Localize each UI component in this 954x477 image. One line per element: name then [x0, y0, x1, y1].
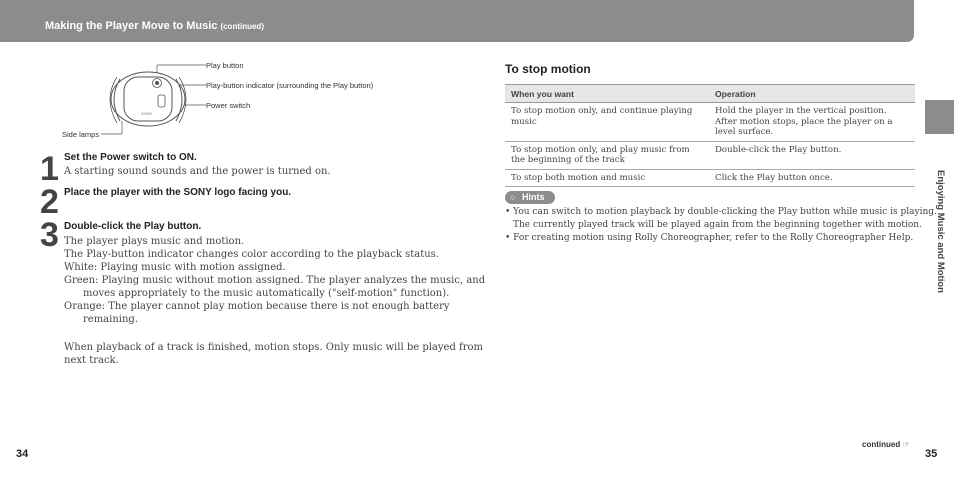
player-illustration — [60, 55, 210, 155]
table-cell-want: To stop motion only, and play music from the beginning of the track — [505, 141, 709, 169]
table-cell-operation: Hold the player in the vertical position. After motion stops, place the player on a level surface. — [709, 103, 915, 142]
bullet-icon: • — [505, 207, 514, 217]
playback-note — [64, 341, 483, 367]
step-number-2: 2 — [40, 183, 59, 221]
table-cell-operation: Double-click the Play button. — [709, 141, 915, 169]
pointing-hand-icon: ☞ — [902, 440, 910, 449]
step-number-3: 3 — [40, 216, 59, 254]
continued-note — [862, 440, 910, 449]
step-number-1: 1 — [40, 150, 59, 188]
step-3-text — [64, 235, 485, 326]
callout-side-lamps: Side lamps — [62, 130, 100, 139]
page-number-left: 34 — [16, 448, 29, 460]
table-cell-operation: Click the Play button once. — [709, 169, 915, 187]
step-3-line: moves appropriately to the music automatically ("self-motion" function). — [83, 288, 450, 299]
table-header-operation: Operation — [709, 85, 915, 103]
playback-note-line: When playback of a track is finished, motion stops. Only music will be played from — [64, 342, 484, 353]
chapter-tab — [925, 100, 954, 134]
step-text-1: A starting sound sounds and the power is turned on. — [64, 166, 331, 177]
step-title-3: Double-click the Play button. — [64, 221, 202, 232]
callout-indicator: Play-button indicator (surrounding the Play button) — [206, 81, 374, 90]
hint-item — [505, 206, 937, 245]
svg-text:SONY: SONY — [141, 111, 153, 116]
callout-power-switch: Power switch — [206, 101, 251, 110]
step-title-1: Set the Power switch to ON. — [64, 152, 197, 163]
bullet-icon: • — [505, 233, 514, 243]
table-row — [505, 103, 915, 142]
table-cell-want: To stop both motion and music — [505, 169, 709, 187]
playback-note-line: next track. — [64, 355, 119, 366]
hints-label: Hints — [522, 192, 545, 202]
lightbulb-icon: ○ — [510, 192, 516, 202]
stop-motion-table — [505, 84, 915, 187]
chapter-label-text: Enjoying Music and Motion — [935, 170, 946, 293]
page-number-right: 35 — [925, 448, 938, 460]
step-3-line: The Play-button indicator changes color according to the playback status. — [64, 249, 439, 260]
hint-text: For creating motion using Rolly Choreographer, refer to the Rolly Choreographer Help. — [513, 233, 914, 243]
section-title-text: Making the Player Move to Music — [45, 20, 218, 32]
step-3-line: remaining. — [83, 314, 138, 325]
step-3-line: Orange: The player cannot play motion because there is not enough battery — [64, 301, 450, 312]
table-cell-want: To stop motion only, and continue playing music — [505, 103, 709, 142]
continued-text: continued — [862, 440, 901, 449]
table-header-want: When you want — [505, 85, 709, 103]
hint-line: The currently played track will be played again from the beginning together with motion. — [513, 220, 922, 230]
hint-line — [505, 232, 937, 245]
section-title — [45, 20, 264, 32]
step-title-2: Place the player with the SONY logo facing you. — [64, 187, 292, 198]
table-header-row — [505, 85, 915, 103]
table-row — [505, 141, 915, 169]
step-3-line: White: Playing music with motion assigned. — [64, 262, 286, 273]
table-row — [505, 169, 915, 187]
hints-badge — [505, 191, 555, 204]
section-title-suffix: (continued) — [220, 22, 264, 31]
stop-motion-title: To stop motion — [505, 62, 591, 76]
hint-text: You can switch to motion playback by double-clicking the Play button while music is playing. — [513, 207, 937, 217]
callout-play-button: Play button — [206, 61, 244, 70]
step-3-line: Green: Playing music without motion assigned. The player analyzes the music, and — [64, 275, 486, 286]
step-3-line: The player plays music and motion. — [64, 236, 245, 247]
hint-line — [505, 206, 937, 219]
